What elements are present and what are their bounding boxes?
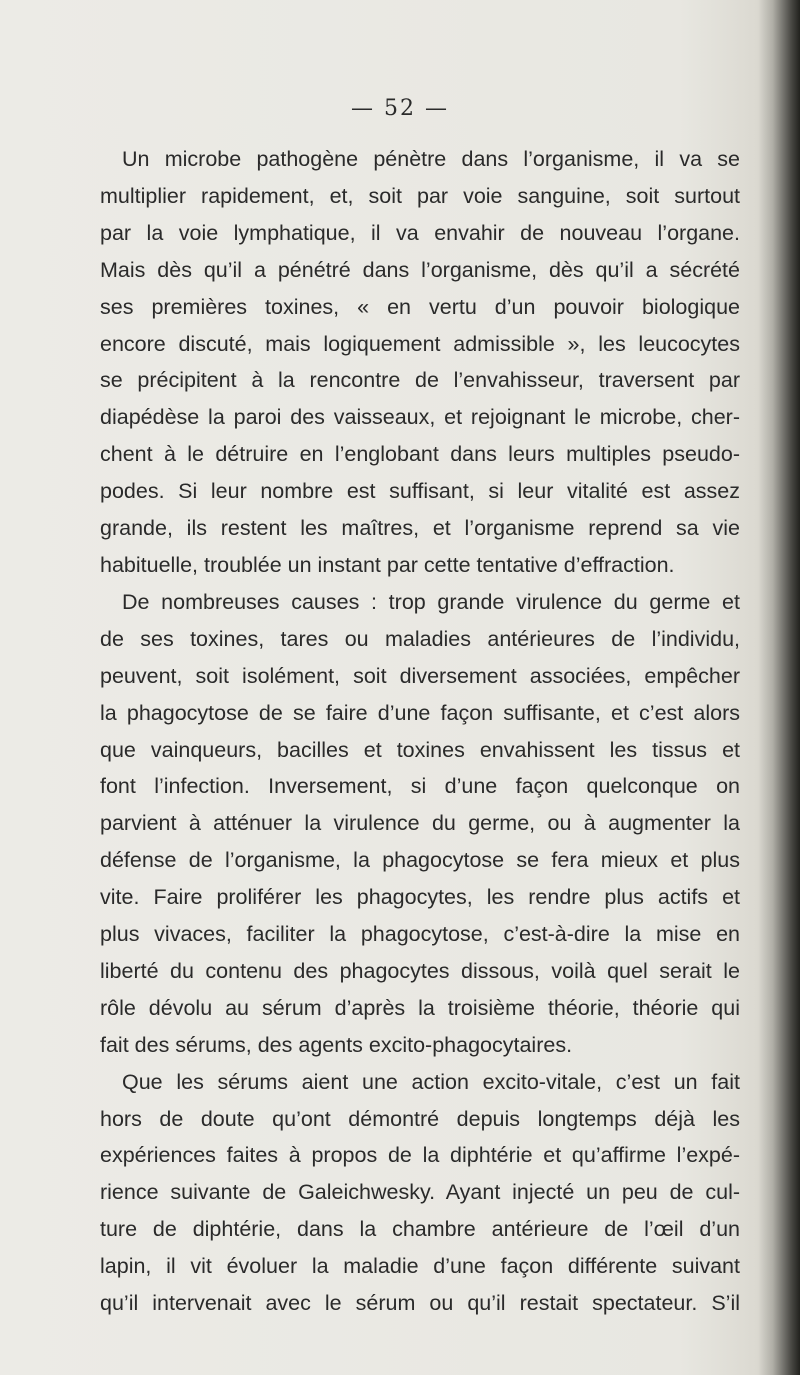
text-line: la phagocytose de se faire d’une façon suffisante, et c’est alors xyxy=(100,700,740,725)
paragraph xyxy=(100,584,740,1064)
text-line: se précipitent à la rencontre de l’envahisseur, traversent par xyxy=(100,368,740,393)
text-line: rience suivante de Galeichwesky. Ayant injecté un peu de cul- xyxy=(100,1180,740,1205)
body-text xyxy=(100,141,740,1322)
text-line: par la voie lymphatique, il va envahir de nouveau l’organe. xyxy=(100,220,740,245)
text-line: plus vivaces, faciliter la phagocytose, c’est-à-dire la mise en xyxy=(100,922,740,947)
text-line: qu’il intervenait avec le sérum ou qu’il restait spectateur. S’il xyxy=(100,1291,740,1316)
text-line: Mais dès qu’il a pénétré dans l’organisme, dès qu’il a sécrété xyxy=(100,257,740,282)
text-line: liberté du contenu des phagocytes dissous, voilà quel serait le xyxy=(100,958,740,983)
text-line: grande, ils restent les maîtres, et l’organisme reprend sa vie xyxy=(100,516,740,541)
text-line: hors de doute qu’ont démontré depuis longtemps déjà les xyxy=(100,1106,740,1131)
text-line: podes. Si leur nombre est suffisant, si leur vitalité est assez xyxy=(100,479,740,504)
text-line: vite. Faire proliférer les phagocytes, les rendre plus actifs et xyxy=(100,885,740,910)
text-line: Un microbe pathogène pénètre dans l’organisme, il va se xyxy=(122,147,740,171)
text-line: peuvent, soit isolément, soit diversement associées, empêcher xyxy=(100,663,740,688)
text-line: chent à le détruire en l’englobant dans leurs multiples pseudo- xyxy=(100,442,740,467)
paragraph xyxy=(100,1064,740,1322)
text-line: multiplier rapidement, et, soit par voie sanguine, soit surtout xyxy=(100,183,740,208)
text-line: parvient à atténuer la virulence du germe, ou à augmenter la xyxy=(100,811,740,836)
text-line: que vainqueurs, bacilles et toxines envahissent les tissus et xyxy=(100,737,740,762)
text-line: de ses toxines, tares ou maladies antérieures de l’individu, xyxy=(100,626,740,651)
page-number: — 52 — xyxy=(351,96,449,121)
text-line: font l’infection. Inversement, si d’une façon quelconque on xyxy=(100,774,740,799)
text-line: rôle dévolu au sérum d’après la troisième théorie, théorie qui xyxy=(100,995,740,1020)
text-line: habituelle, troublée un instant par cette tentative d’effraction. xyxy=(100,552,675,577)
text-line: ses premières toxines, « en vertu d’un pouvoir biologique xyxy=(100,294,740,319)
text-line: De nombreuses causes : trop grande virulence du germe et xyxy=(122,589,740,614)
text-line: encore discuté, mais logiquement admissible », les leucocytes xyxy=(100,331,740,356)
binding-edge-shadow xyxy=(758,0,800,1375)
text-line: ture de diphtérie, dans la chambre antérieure de l’œil d’un xyxy=(100,1217,740,1242)
text-line: Que les sérums aient une action excito-vitale, c’est un fait xyxy=(122,1069,740,1094)
text-line: expériences faites à propos de la diphtérie et qu’affirme l’expé- xyxy=(100,1143,740,1168)
text-line: fait des sérums, des agents excito-phagocytaires. xyxy=(100,1032,573,1057)
text-line: diapédèse la paroi des vaisseaux, et rejoignant le microbe, cher- xyxy=(100,405,740,430)
paragraph xyxy=(100,141,740,584)
text-line: lapin, il vit évoluer la maladie d’une façon différente suivant xyxy=(100,1254,740,1279)
text-line: défense de l’organisme, la phagocytose se fera mieux et plus xyxy=(100,848,740,873)
